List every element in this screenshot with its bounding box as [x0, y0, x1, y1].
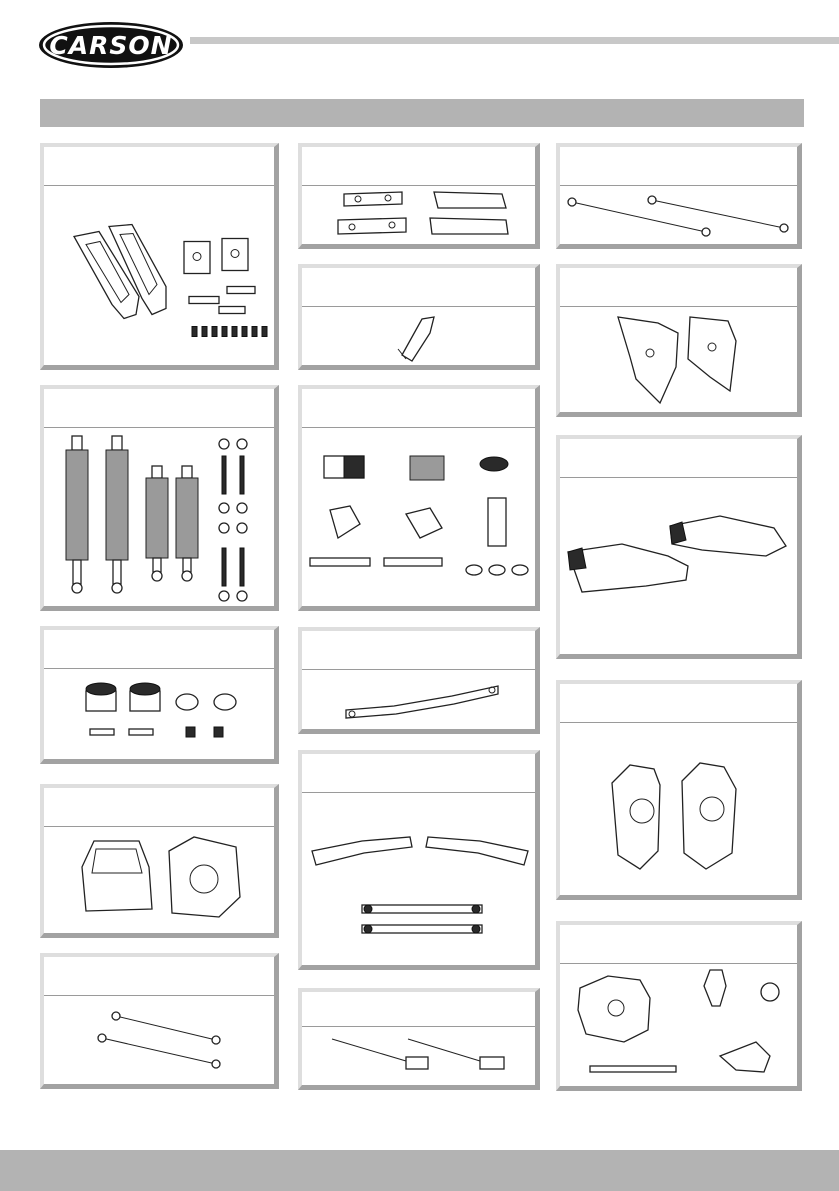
- wing-tool-icon: [302, 307, 535, 365]
- upper-arm-turnbuckle-icon: [302, 793, 535, 965]
- cvd-shaft-pair-icon: [302, 1027, 535, 1085]
- rear-body-mount-set-icon: [44, 186, 274, 365]
- panel-header: [44, 788, 274, 827]
- suspension-holder-set-icon: [302, 186, 535, 244]
- hub-carrier-pair-icon: [560, 723, 797, 895]
- panel-drive-shafts-left: [40, 953, 279, 1089]
- carson-logo: [36, 20, 186, 70]
- section-title-bar: [40, 99, 804, 127]
- brand-name: CARSON: [49, 31, 173, 60]
- panel-header: [302, 389, 535, 428]
- footer-bar: [0, 1150, 839, 1191]
- panel-steering-parts: [298, 385, 540, 611]
- drive-shaft-pair-icon: [44, 996, 274, 1084]
- panel-header: [44, 957, 274, 996]
- steering-link-icon: [302, 670, 535, 729]
- panel-rear-body-mounts: [40, 143, 279, 370]
- panel-steering-link: [298, 627, 540, 734]
- panel-header: [560, 439, 797, 478]
- panel-header: [560, 925, 797, 964]
- panel-header: [560, 147, 797, 186]
- shock-absorber-set-icon: [44, 428, 274, 606]
- center-dogbone-icon: [560, 186, 797, 244]
- panel-upper-arms-turnbuckles: [298, 750, 540, 970]
- shock-tower-pair-icon: [560, 307, 797, 412]
- header-rule: [190, 37, 839, 44]
- panel-cvd-shafts: [298, 988, 540, 1090]
- lower-arm-pair-icon: [560, 478, 797, 654]
- panel-lower-arms: [556, 435, 802, 659]
- panel-header: [302, 754, 535, 793]
- panel-header: [302, 631, 535, 670]
- panel-header: [44, 389, 274, 428]
- panel-shock-absorbers: [40, 385, 279, 611]
- panel-wheel-nuts: [40, 626, 279, 764]
- panel-gearbox-housing: [40, 784, 279, 938]
- panel-header: [44, 630, 274, 669]
- panel-wing-tool: [298, 264, 540, 370]
- shock-tower-set-icon: [560, 964, 797, 1086]
- panel-header: [560, 684, 797, 723]
- steering-parts-set-icon: [302, 428, 535, 606]
- wheel-nut-set-icon: [44, 669, 274, 759]
- panel-suspension-holders: [298, 143, 540, 249]
- gearbox-housing-icon: [44, 827, 274, 933]
- panel-header: [302, 268, 535, 307]
- panel-shock-towers: [556, 264, 802, 417]
- panel-header: [302, 147, 535, 186]
- panel-front-shock-tower-set: [556, 921, 802, 1091]
- panel-header: [302, 992, 535, 1027]
- panel-header: [44, 147, 274, 186]
- panel-header: [560, 268, 797, 307]
- panel-hub-carriers: [556, 680, 802, 900]
- panel-center-dogbones: [556, 143, 802, 249]
